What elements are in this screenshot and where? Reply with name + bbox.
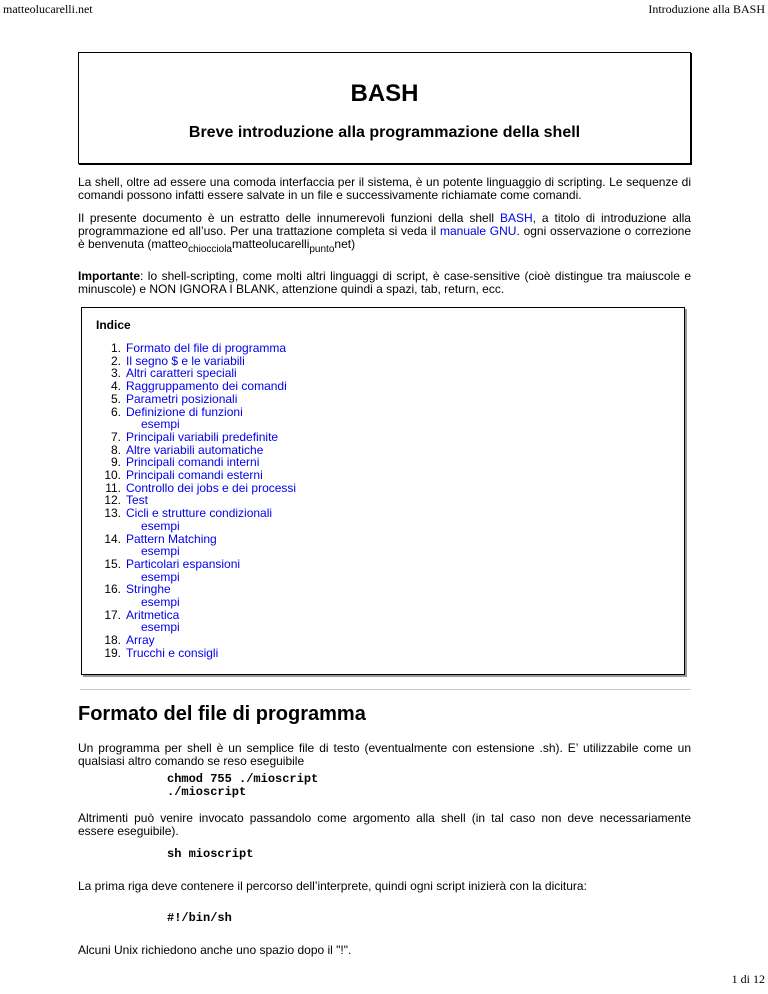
toc-item-number: 11. [105, 480, 121, 495]
intro-text: net) [334, 237, 356, 251]
toc-item-number: 17. [104, 607, 121, 622]
toc-title: Indice [96, 318, 131, 332]
section-paragraph-3: La prima riga deve contenere il percorso dell’interprete, quindi ogni script inizierà con la dicitura: [78, 879, 587, 893]
toc-link[interactable]: Definizione di funzioni [126, 404, 243, 419]
toc-link[interactable]: Il segno $ e le variabili [126, 353, 245, 368]
section-paragraph-1: Un programma per shell è un semplice file di testo (eventualmente con estensione .sh). E’ utilizzabile come un qualsiasi altro comando se reso eseguibile [78, 741, 691, 768]
toc-item-number: 6. [110, 404, 121, 419]
toc-item-number: 1. [110, 341, 121, 355]
toc-link[interactable]: Principali comandi esterni [126, 468, 263, 483]
toc-item-number: 13. [104, 506, 121, 521]
toc-sub-link-esempi[interactable]: esempi [141, 620, 180, 635]
important-text: : lo shell-scripting, come molti altri linguaggi di script, è case-sensitive (cioè distingue tra maiuscole e minuscole) e NON IGNORA I BLANK, attenzione quindi a spazi, tab, return, ecc. [78, 269, 691, 296]
intro-text: Il presente documento è un estratto delle innumerevoli funzioni della shell [78, 211, 500, 225]
email-subscript-dot: punto [309, 244, 335, 255]
toc-item-number: 8. [110, 442, 121, 457]
page-counter: 1 di 12 [731, 972, 765, 986]
toc-link[interactable]: Particolari espansioni [126, 556, 241, 571]
toc-link[interactable]: Altri caratteri speciali [126, 366, 237, 381]
toc-item [96, 583, 296, 608]
page-subtitle: Breve introduzione alla programmazione della shell [188, 124, 581, 141]
toc-item-number: 4. [110, 379, 121, 394]
gnu-manual-link[interactable]: manuale GNU [439, 224, 517, 238]
toc-link[interactable]: Trucchi e consigli [126, 645, 219, 660]
toc-item-number: 2. [110, 353, 121, 368]
toc-sub-link-esempi[interactable]: esempi [141, 417, 180, 432]
bash-link[interactable]: BASH [499, 211, 533, 225]
toc-item-number: 15. [104, 556, 121, 571]
toc-sub-link-esempi[interactable]: esempi [141, 518, 180, 533]
toc-item [96, 647, 296, 660]
toc-link[interactable]: Principali comandi interni [126, 455, 260, 470]
toc-link[interactable]: Principali variabili predefinite [126, 429, 279, 444]
code-block-sh: sh mioscript [167, 847, 254, 861]
toc-link[interactable]: Formato del file di programma [126, 341, 287, 355]
title-box [78, 52, 691, 164]
intro-text: matteolucarelli [232, 237, 310, 251]
intro-text: . ogni osservazione o correzione è benvenuta (matteo [78, 224, 692, 251]
intro-paragraph-1: La shell, oltre ad essere una comoda interfaccia per il sistema, è un potente linguaggio di scripting. Le sequenze di comandi possono infatti essere salvate in un file e successivamente richiamate come comandi. [78, 175, 691, 202]
code-line: chmod 755 ./mioscript [167, 772, 319, 786]
toc-link[interactable]: Test [126, 493, 149, 508]
toc-item [96, 558, 296, 583]
code-line: ./mioscript [167, 785, 247, 799]
toc-link[interactable]: Aritmetica [126, 607, 180, 622]
toc-item-number: 14. [104, 531, 121, 546]
toc-item-number: 10. [104, 468, 121, 483]
toc-item-number: 7. [110, 429, 121, 444]
intro-paragraph-2 [78, 211, 692, 255]
toc-list [96, 342, 296, 660]
toc-item-number: 19. [104, 645, 121, 660]
toc-item [96, 609, 296, 634]
toc-link[interactable]: Pattern Matching [126, 531, 217, 546]
important-paragraph [78, 270, 691, 296]
code-block-chmod [167, 773, 318, 799]
toc-sub-link-esempi[interactable]: esempi [141, 595, 180, 610]
toc-link[interactable]: Altre variabili automatiche [126, 442, 264, 457]
section-title: Formato del file di programma [78, 703, 366, 725]
section-divider [80, 689, 691, 690]
toc-item-number: 12. [104, 493, 121, 508]
section-paragraph-2: Altrimenti può venire invocato passandolo come argomento alla shell (in tal caso non deve necessariamente essere eseguibile). [78, 811, 691, 838]
toc-link[interactable]: Parametri posizionali [126, 391, 238, 406]
table-of-contents [81, 307, 685, 675]
section-paragraph-4: Alcuni Unix richiedono anche uno spazio dopo il "!". [78, 943, 352, 957]
toc-item [96, 533, 296, 558]
code-block-shebang: #!/bin/sh [167, 911, 232, 925]
email-subscript-at: chiocciola [188, 244, 232, 255]
intro-text: , a titolo di introduzione alla programmazione ed all’uso. Per una trattazione completa si veda il [78, 211, 691, 238]
header-site-name: matteolucarelli.net [3, 2, 93, 16]
toc-link[interactable]: Controllo dei jobs e dei processi [126, 480, 297, 495]
toc-item-number: 16. [104, 582, 121, 597]
toc-item [96, 406, 296, 431]
toc-item [96, 507, 296, 532]
toc-link[interactable]: Array [126, 633, 155, 648]
toc-item-number: 18. [104, 633, 121, 648]
toc-sub-link-esempi[interactable]: esempi [141, 569, 180, 584]
important-label: Importante [78, 269, 141, 283]
toc-link[interactable]: Raggruppamento dei comandi [126, 379, 287, 394]
toc-item-number: 9. [110, 455, 121, 470]
toc-item-number: 3. [110, 366, 121, 381]
header-doc-title: Introduzione alla BASH [648, 2, 765, 16]
toc-link[interactable]: Cicli e strutture condizionali [126, 506, 273, 521]
toc-item-number: 5. [110, 391, 121, 406]
page-title: BASH [350, 80, 419, 107]
toc-link[interactable]: Stringhe [126, 582, 171, 597]
toc-sub-link-esempi[interactable]: esempi [141, 544, 180, 559]
